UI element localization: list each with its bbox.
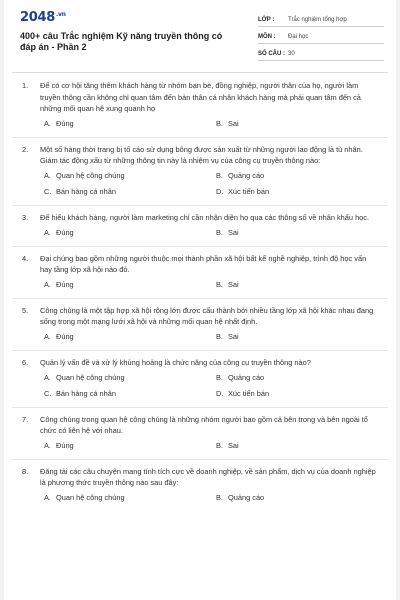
- question-item: [4, 212, 396, 224]
- question-number: 6.: [22, 357, 29, 367]
- option-row: [4, 119, 396, 131]
- option-letter: B.: [216, 440, 223, 450]
- option-letter: B.: [216, 331, 223, 341]
- meta-label: SỐ CÂU :: [258, 51, 285, 57]
- option-letter: D.: [216, 186, 224, 196]
- question-list: [4, 80, 396, 505]
- option-letter: A.: [44, 118, 51, 128]
- logo-suffix: .vn: [55, 10, 66, 18]
- question-text: Công chúng trong quan hệ công chúng là những nhóm người bao gồm cả bên trong và bên ngoài tổ chức có liên hệ với nhau.: [40, 414, 368, 436]
- answer-option[interactable]: [44, 171, 125, 180]
- meta-value: 30: [288, 51, 295, 57]
- option-text: Xúc tiến bán: [228, 388, 270, 398]
- option-letter: A.: [44, 331, 51, 341]
- question-text: Công chúng là một tập hợp xã hội rộng lớn được cấu thành bởi nhiều tầng lớp xã hội khác nhau đang sống trong một mạng lưới xã hội và những mối quan hệ nhất định.: [40, 305, 374, 327]
- question-item: [4, 305, 396, 328]
- question-number: 3.: [22, 212, 29, 222]
- header-divider: [12, 72, 388, 73]
- question-divider: [12, 137, 388, 138]
- option-text: Đúng: [56, 440, 74, 450]
- option-letter: A.: [44, 227, 51, 237]
- option-letter: A.: [44, 170, 51, 180]
- document-page: [4, 0, 396, 600]
- answer-option[interactable]: [44, 280, 74, 289]
- meta-value: Trắc nghiệm tổng hợp: [288, 17, 347, 23]
- question-number: 4.: [22, 253, 29, 263]
- option-text: Quan hệ công chúng: [56, 170, 125, 180]
- question-text: Quản lý vấn đề và xử lý khủng hoảng là chức năng của công cụ truyền thông nào?: [40, 357, 311, 367]
- question-divider: [12, 459, 388, 460]
- question-divider: [12, 298, 388, 299]
- option-text: Đúng: [56, 279, 74, 289]
- meta-row-count: [258, 48, 384, 61]
- document-title: 400+ câu Trắc nghiệm Kỹ năng truyền thông có đáp án - Phần 2: [20, 31, 223, 52]
- option-letter: B.: [216, 279, 223, 289]
- question-item: [4, 80, 396, 115]
- answer-option[interactable]: [216, 119, 239, 128]
- option-letter: A.: [44, 372, 51, 382]
- question-item: [4, 144, 396, 167]
- question-divider: [12, 350, 388, 351]
- option-text: Bán hàng cá nhân: [56, 186, 116, 196]
- meta-label: LỚP :: [258, 17, 275, 23]
- question-text: Để có cơ hội tăng thêm khách hàng từ nhóm bạn bè, đồng nghiệp, người thân của họ, người làm truyền thông cần không chỉ quan tâm đến bản thân cá nhân khách hàng mà phải quan tâm đến cả những mối quan hệ xung quanh họ: [40, 81, 361, 114]
- answer-option[interactable]: [44, 332, 74, 341]
- question-divider: [12, 246, 388, 247]
- meta-value: Đại học: [288, 34, 309, 40]
- answer-option[interactable]: [216, 171, 264, 180]
- option-letter: A.: [44, 492, 51, 502]
- option-letter: B.: [216, 372, 223, 382]
- option-text: Đúng: [56, 227, 74, 237]
- option-row: [4, 187, 396, 199]
- option-row: [4, 171, 396, 183]
- option-letter: B.: [216, 227, 223, 237]
- site-logo[interactable]: [20, 10, 66, 25]
- document-meta: [258, 14, 384, 65]
- question-text: Đăng tải các câu chuyện mang tính tích cực về doanh nghiệp, về sản phẩm, dịch vụ của doanh nghiệp là phương thức truyền thông nào sau đây:: [40, 466, 376, 488]
- question-text: Đại chúng bao gồm những người thuộc mọi thành phần xã hội bất kể nghề nghiệp, trình độ học vấn hay tầng lớp xã hội nào đó.: [40, 253, 367, 275]
- option-letter: A.: [44, 440, 51, 450]
- question-divider: [12, 407, 388, 408]
- question-item: [4, 357, 396, 369]
- option-text: Sai: [228, 118, 239, 128]
- option-letter: B.: [216, 118, 223, 128]
- option-row: [4, 228, 396, 240]
- option-text: Quan hệ công chúng: [56, 372, 125, 382]
- option-text: Quảng cáo: [228, 372, 265, 382]
- question-number: 5.: [22, 305, 29, 315]
- answer-option[interactable]: [216, 280, 239, 289]
- answer-option[interactable]: [216, 228, 239, 237]
- answer-option[interactable]: [44, 441, 74, 450]
- answer-option[interactable]: [44, 373, 125, 382]
- answer-option[interactable]: [44, 389, 116, 398]
- option-letter: B.: [216, 492, 223, 502]
- question-divider: [12, 205, 388, 206]
- option-text: Quan hệ công chúng: [56, 492, 125, 502]
- logo-main: 2048: [20, 10, 55, 25]
- option-row: [4, 493, 396, 505]
- answer-option[interactable]: [44, 187, 116, 196]
- option-text: Xúc tiến bán: [228, 186, 270, 196]
- document-header: [4, 0, 396, 70]
- question-item: [4, 253, 396, 276]
- option-row: [4, 441, 396, 453]
- option-letter: A.: [44, 279, 51, 289]
- answer-option[interactable]: [216, 373, 264, 382]
- option-text: Đúng: [56, 331, 74, 341]
- meta-row-subject: [258, 31, 384, 44]
- option-text: Sai: [228, 440, 239, 450]
- question-number: 8.: [22, 466, 29, 476]
- question-number: 1.: [22, 81, 29, 90]
- option-text: Quảng cáo: [228, 492, 265, 502]
- answer-option[interactable]: [216, 493, 264, 502]
- option-row: [4, 373, 396, 385]
- option-text: Sai: [228, 279, 239, 289]
- question-number: 7.: [22, 414, 29, 424]
- question-text: Một số hàng thời trang bị tố cáo sử dụng bông được sản xuất từ những người lao động là tù nhân. Giám tác động xấu từ những thông tin này là nhiệm vụ của công cụ truyền thông nào:: [40, 144, 363, 166]
- option-text: Sai: [228, 331, 239, 341]
- option-text: Sai: [228, 227, 239, 237]
- answer-option[interactable]: [216, 187, 269, 196]
- question-item: [4, 414, 396, 437]
- option-row: [4, 280, 396, 292]
- option-row: [4, 332, 396, 344]
- option-text: Đúng: [56, 118, 74, 128]
- answer-option[interactable]: [44, 493, 125, 502]
- meta-row-class: [258, 14, 384, 27]
- option-row: [4, 389, 396, 401]
- option-letter: D.: [216, 388, 224, 398]
- question-item: [4, 466, 396, 489]
- meta-label: MÔN :: [258, 34, 276, 40]
- answer-option[interactable]: [216, 389, 269, 398]
- answer-option[interactable]: [44, 119, 74, 128]
- question-number: 2.: [22, 144, 29, 154]
- option-letter: C.: [44, 186, 52, 196]
- answer-option[interactable]: [216, 441, 239, 450]
- option-letter: C.: [44, 388, 52, 398]
- answer-option[interactable]: [44, 228, 74, 237]
- option-text: Quảng cáo: [228, 170, 265, 180]
- option-letter: B.: [216, 170, 223, 180]
- question-text: Để hiểu khách hàng, người làm marketing chỉ cần nhận diện họ qua các thông số về nhân khẩu học.: [40, 212, 370, 222]
- option-text: Bán hàng cá nhân: [56, 388, 116, 398]
- answer-option[interactable]: [216, 332, 239, 341]
